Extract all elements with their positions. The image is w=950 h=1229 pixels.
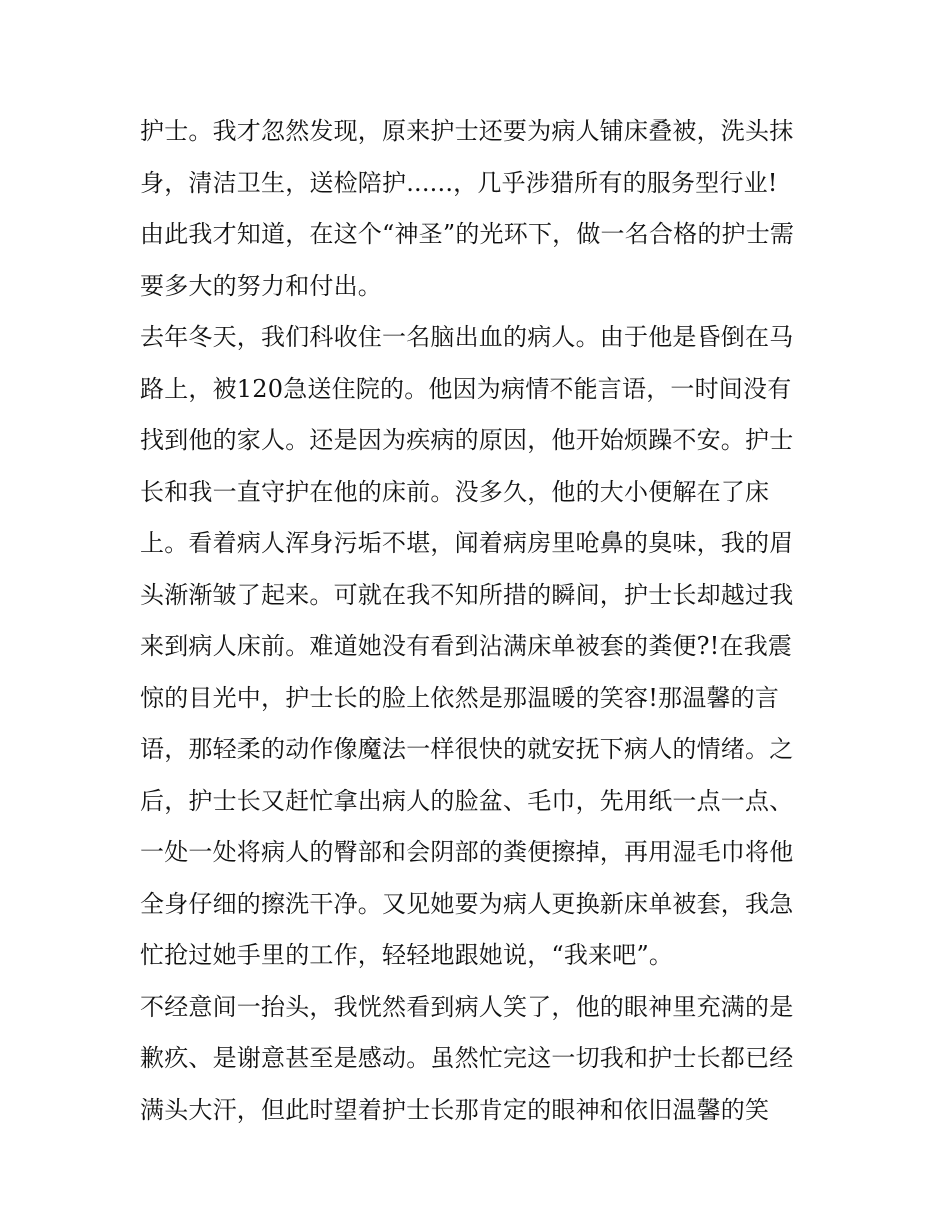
text-line: 上。看着病人浑身污垢不堪，闻着病房里呛鼻的臭味，我的眉 xyxy=(140,529,794,557)
text-line: 惊的目光中，护士长的脸上依然是那温暖的笑容!那温馨的言 xyxy=(140,683,780,712)
text-line: 一处一处将病人的臀部和会阴部的粪便擦掉，再用湿毛巾将他 xyxy=(140,838,794,866)
text-line: 身，清洁卫生，送检陪护......，几乎涉猎所有的服务型行业! xyxy=(140,168,778,197)
text-line: 由此我才知道，在这个“神圣”的光环下，做一名合格的护士需 xyxy=(140,220,795,248)
text-line: 歉疚、是谢意甚至是感动。虽然忙完这一切我和护士长都已经 xyxy=(140,1044,794,1072)
text-line: 头渐渐皱了起来。可就在我不知所措的瞬间，护士长却越过我 xyxy=(140,580,794,609)
text-line: 来到病人床前。难道她没有看到沾满床单被套的粪便?!在我震 xyxy=(140,632,793,660)
text-line: 满头大汗，但此时望着护士长那肯定的眼神和依旧温馨的笑 xyxy=(140,1095,770,1124)
text-line: 长和我一直守护在他的床前。没多久，他的大小便解在了床 xyxy=(140,477,770,506)
text-line: 全身仔细的擦洗干净。又见她要为病人更换新床单被套，我急 xyxy=(140,889,794,918)
text-line: 不经意间一抬头，我恍然看到病人笑了，他的眼神里充满的是 xyxy=(140,992,794,1021)
text-line: 去年冬天，我们科收住一名脑出血的病人。由于他是昏倒在马 xyxy=(140,323,794,351)
text-line: 要多大的努力和付出。 xyxy=(140,271,382,300)
text-line: 路上，被120急送住院的。他因为病情不能言语，一时间没有 xyxy=(140,374,792,403)
text-line: 忙抢过她手里的工作，轻轻地跟她说，“我来吧”。 xyxy=(140,941,674,969)
text-line: 语，那轻柔的动作像魔法一样很快的就安抚下病人的情绪。之 xyxy=(140,735,794,763)
text-line: 后，护士长又赶忙拿出病人的脸盆、毛巾，先用纸一点一点、 xyxy=(140,786,794,815)
text-line: 找到他的家人。还是因为疾病的原因，他开始烦躁不安。护士 xyxy=(140,426,794,454)
document-body-text xyxy=(140,106,820,1136)
text-line: 护士。我才忽然发现，原来护士还要为病人铺床叠被，洗头抹 xyxy=(140,117,794,145)
